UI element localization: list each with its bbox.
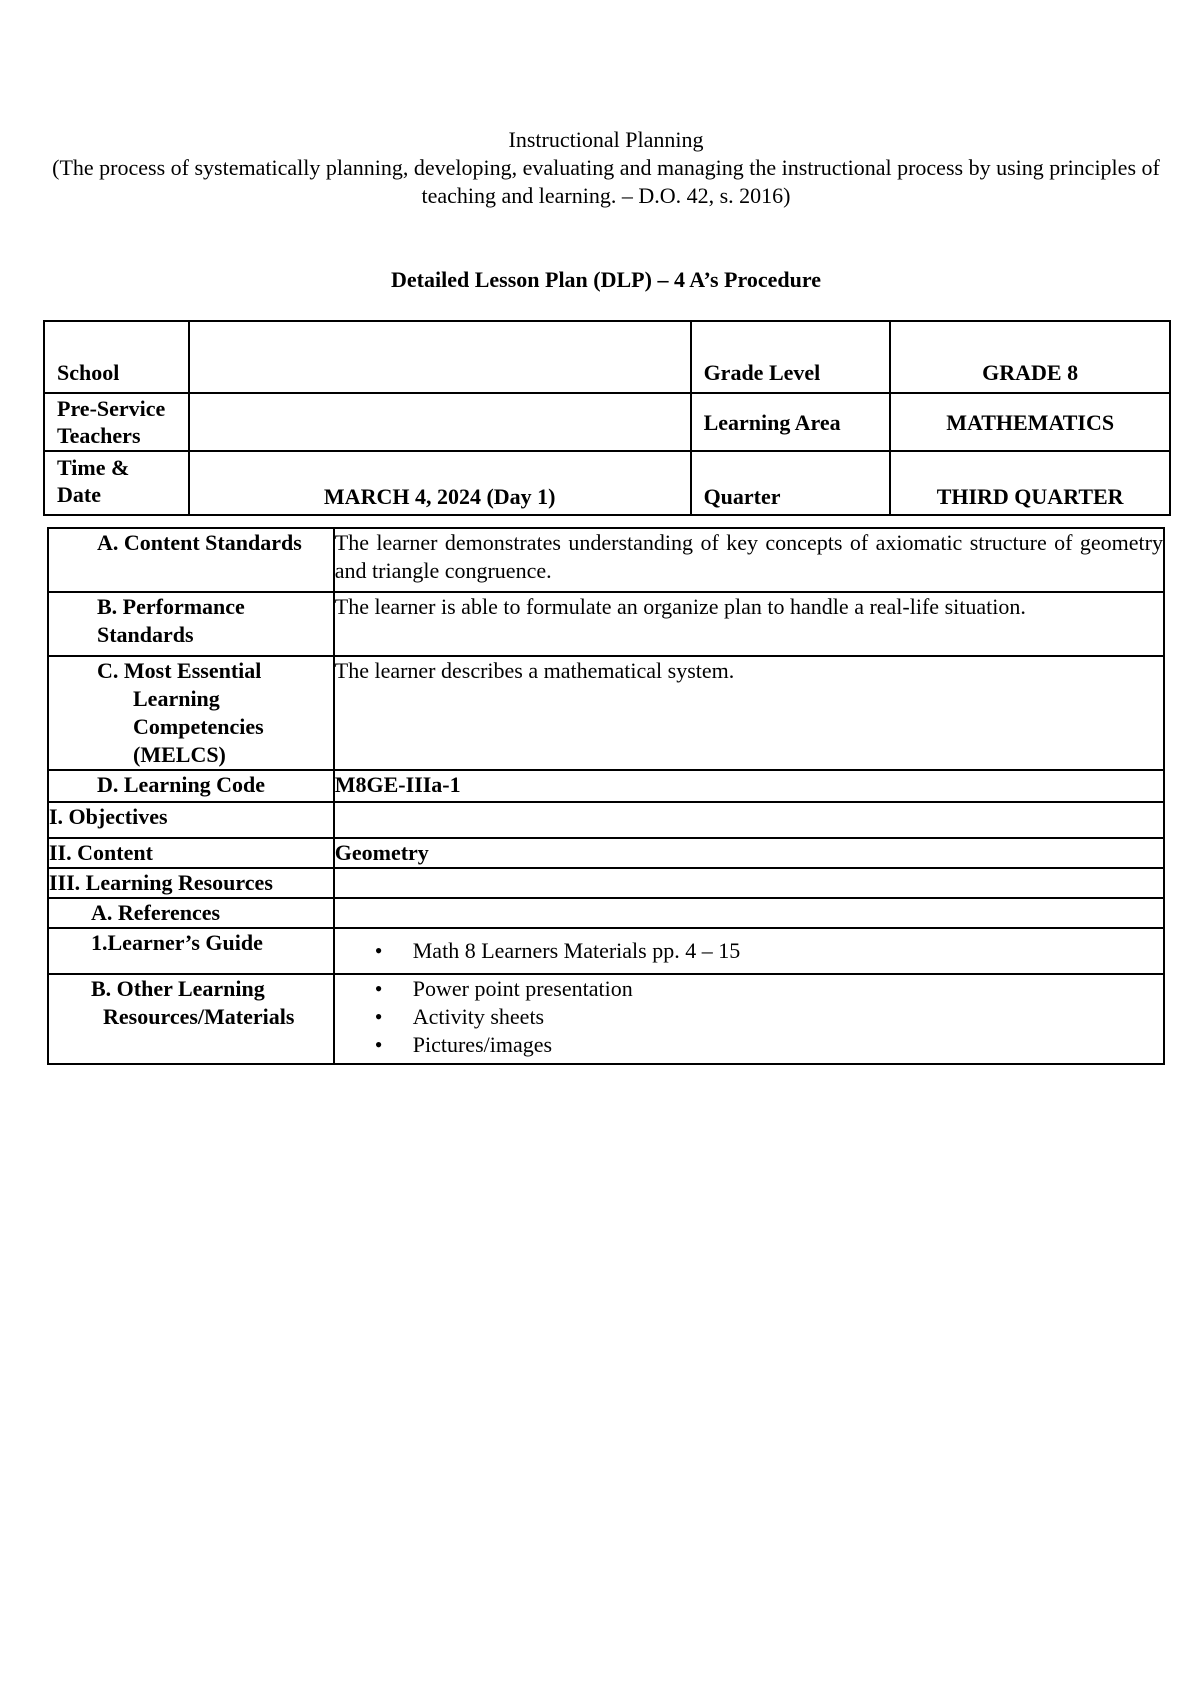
lesson-plan-table [47,527,1165,1065]
lesson-info-table [43,320,1171,516]
quarter-value: THIRD QUARTER [890,451,1170,515]
references-label: A. References [91,900,221,925]
learning-area-value: MATHEMATICS [890,393,1170,451]
info-row-teachers [44,393,1170,451]
learners-guide-label: 1.Learner’s Guide [91,930,263,955]
other-resources-label-line1: B. Other Learning [91,976,265,1001]
objectives-value [334,802,1164,838]
other-resources-list [335,975,1163,1059]
content-label: II. Content [48,838,334,868]
row-performance-standards [48,592,1164,656]
teachers-label: Pre-Service Teachers [44,393,189,451]
melcs-label-rest: Learning Competencies (MELCS) [133,686,264,767]
list-item: • Math 8 Learners Materials pp. 4 – 15 [335,937,1163,965]
info-row-time [44,451,1170,515]
objectives-label: I. Objectives [48,802,334,838]
row-learning-resources [48,868,1164,898]
list-item: • Pictures/images [335,1031,1163,1059]
info-row-school [44,321,1170,393]
learning-resources-label: III. Learning Resources [48,868,334,898]
row-content [48,838,1164,868]
row-objectives [48,802,1164,838]
learning-area-label: Learning Area [691,393,891,451]
row-learning-code [48,770,1164,802]
learning-code-value: M8GE-IIIa-1 [334,770,1164,802]
quarter-label: Quarter [691,451,891,515]
time-date-value: MARCH 4, 2024 (Day 1) [189,451,691,515]
melcs-label-line1: C. Most Essential [97,658,262,683]
document-title: Instructional Planning [508,127,704,152]
teachers-value [189,393,691,451]
row-references [48,898,1164,928]
dlp-title: Detailed Lesson Plan (DLP) – 4 A’s Procedure [391,267,821,292]
other-resources-label-line2: Resources/Materials [103,1004,295,1029]
grade-level-label: Grade Level [691,321,891,393]
row-other-resources [48,974,1164,1064]
performance-standards-label: B. Performance Standards [97,594,245,647]
learners-guide-list [335,937,1163,965]
list-item: • Activity sheets [335,1003,1163,1031]
row-learners-guide [48,928,1164,974]
time-date-label: Time & Date [44,451,189,515]
row-melcs [48,656,1164,770]
content-standards-value: The learner demonstrates understanding of key concepts of axiomatic structure of geometry and triangle congruence. [334,528,1164,592]
school-value [189,321,691,393]
learning-code-label: D. Learning Code [97,772,266,797]
melcs-value: The learner describes a mathematical system. [334,656,1164,770]
row-content-standards [48,528,1164,592]
list-item: • Power point presentation [335,975,1163,1003]
document-subtitle: (The process of systematically planning, developing, evaluating and managing the instructional process by using principles of teaching and learning. – D.O. 42, s. 2016) [52,155,1160,208]
content-standards-label: A. Content Standards [97,530,302,555]
school-label: School [44,321,189,393]
grade-level-value: GRADE 8 [890,321,1170,393]
content-value: Geometry [334,838,1164,868]
performance-standards-value: The learner is able to formulate an organize plan to handle a real-life situation. [334,592,1164,656]
